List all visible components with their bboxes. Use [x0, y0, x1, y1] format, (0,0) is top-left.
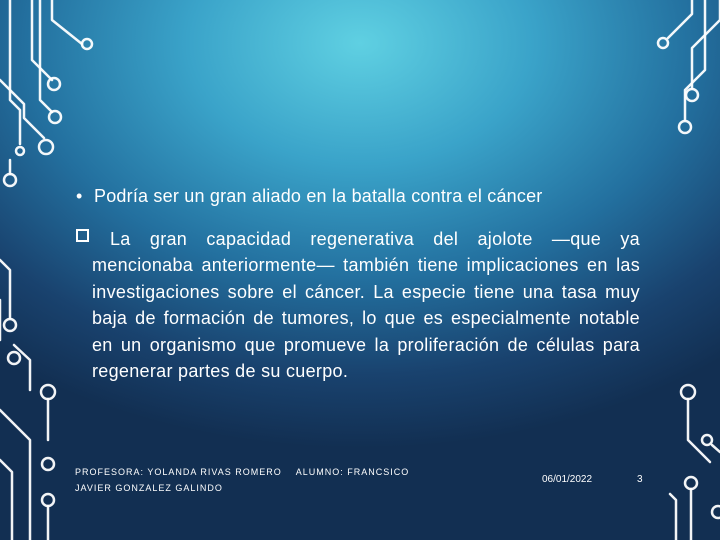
footer-credits	[75, 464, 409, 496]
student-name: JAVIER GONZALEZ GALINDO	[75, 483, 223, 493]
main-bullet	[76, 186, 542, 207]
sub-bullet-text: La gran capacidad regenerativa del ajolote —que ya mencionaba anteriormente— también tiene implicaciones en las investigaciones sobre el cáncer. La especie tiene una tasa muy baja de formación de tumores, lo que es especialmente notable en un organismo que promueve la proliferación de células para regenerar partes de su cuerpo.	[92, 229, 640, 382]
checkbox-bullet-icon	[76, 229, 89, 242]
page-number: 3	[637, 474, 643, 485]
footer-date: 06/01/2022	[542, 474, 593, 485]
sub-bullet	[76, 226, 640, 384]
footer-row-2	[75, 480, 409, 496]
student-label: ALUMNO: FRANCSICO	[295, 467, 410, 477]
footer-row-1	[75, 464, 409, 480]
teacher-label: PROFESORA: YOLANDA RIVAS ROMERO	[75, 467, 282, 477]
main-bullet-text: Podría ser un gran aliado en la batalla contra el cáncer	[94, 186, 543, 206]
bullet-dot: •	[76, 186, 83, 206]
